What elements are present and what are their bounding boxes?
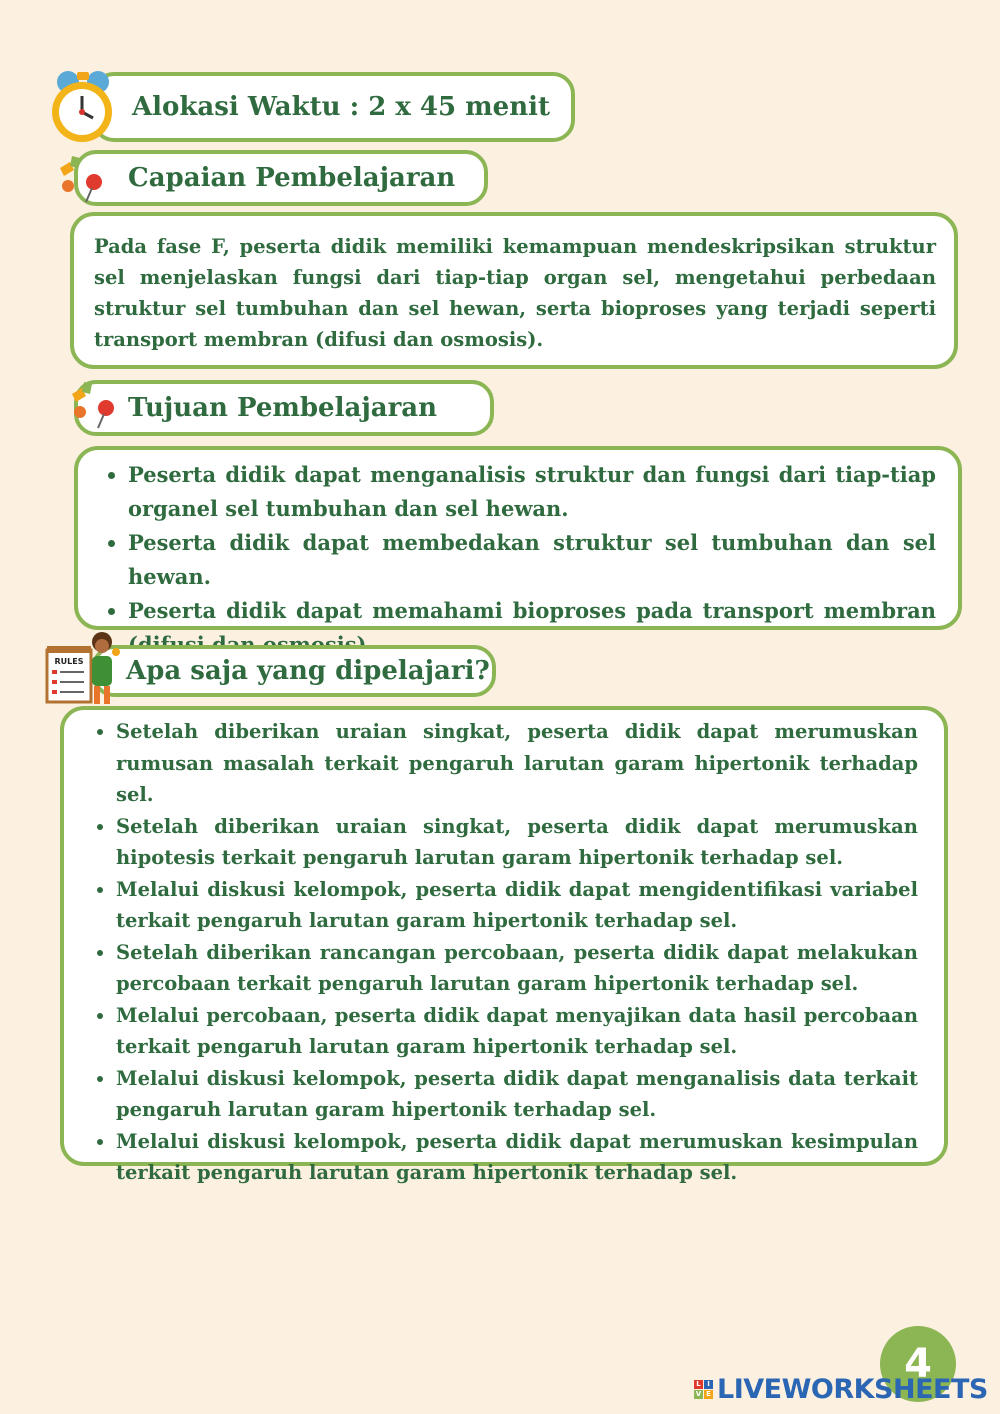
dipelajari-header: [92, 645, 496, 697]
pushpin-icon: [64, 378, 120, 438]
list-item: • Melalui diskusi kelompok, peserta didik dapat menganalisis data terkait pengaruh larutan garam hipertonik terhadap sel.: [116, 1063, 918, 1126]
tujuan-header: [74, 380, 494, 436]
list-item: • Melalui percobaan, peserta didik dapat menyajikan data hasil percobaan terkait pengaruh larutan garam hipertonik terhadap sel.: [116, 1000, 918, 1063]
list-item: • Peserta didik dapat menganalisis struktur dan fungsi dari tiap-tiap organel sel tumbuhan dan sel hewan.: [128, 458, 936, 526]
dipelajari-box: [60, 706, 948, 1184]
allocation-header: [92, 72, 575, 142]
list-item: • Melalui diskusi kelompok, peserta didik dapat merumuskan kesimpulan terkait pengaruh larutan garam hipertonik terhadap sel.: [116, 1126, 918, 1189]
liveworksheets-text: LIVEWORKSHEETS: [717, 1373, 988, 1405]
page-number-value: 4: [904, 1341, 932, 1387]
teacher-rules-board-icon: [44, 628, 126, 714]
list-item: • Setelah diberikan uraian singkat, peserta didik dapat merumuskan rumusan masalah terkait pengaruh larutan garam hipertonik terhadap sel.: [116, 716, 918, 811]
tujuan-box: [74, 446, 962, 630]
list-item: • Peserta didik dapat membedakan struktur sel tumbuhan dan sel hewan.: [128, 526, 936, 594]
capaian-box: [70, 212, 958, 369]
dipelajari-title: Apa saja yang dipelajari?: [126, 656, 490, 686]
capaian-title: Capaian Pembelajaran: [128, 163, 456, 193]
list-item: • Setelah diberikan rancangan percobaan, peserta didik dapat melakukan percobaan terkait pengaruh larutan garam hipertonik terhadap sel.: [116, 937, 918, 1000]
liveworksheets-watermark[interactable]: [694, 1374, 988, 1404]
allocation-title: Alokasi Waktu : 2 x 45 menit: [132, 92, 551, 122]
capaian-header: [74, 150, 488, 206]
list-item: • Melalui diskusi kelompok, peserta didik dapat mengidentifikasi variabel terkait pengaruh larutan garam hipertonik terhadap sel.: [116, 874, 918, 937]
list-item: • Setelah diberikan uraian singkat, peserta didik dapat merumuskan hipotesis terkait pengaruh larutan garam hipertonik terhadap sel.: [116, 811, 918, 874]
list-item: • Peserta didik dapat memahami bioproses pada transport membran: [128, 594, 936, 662]
pushpin-icon: [52, 152, 108, 212]
liveworksheets-logo-icon: L I V E: [694, 1380, 713, 1399]
tujuan-title: Tujuan Pembelajaran: [128, 393, 438, 423]
alarm-clock-icon: [46, 68, 118, 152]
capaian-text: Pada fase F, peserta didik memiliki kemampuan mendeskripsikan struktur sel menjelaskan fungsi dari tiap-tiap organ sel, mengetahui perbedaan struktur sel tumbuhan dan sel hewan, serta bioproses yang terjadi seperti transport membran (difusi dan osmosis).: [94, 235, 936, 351]
rules-label: RULES: [54, 657, 84, 666]
